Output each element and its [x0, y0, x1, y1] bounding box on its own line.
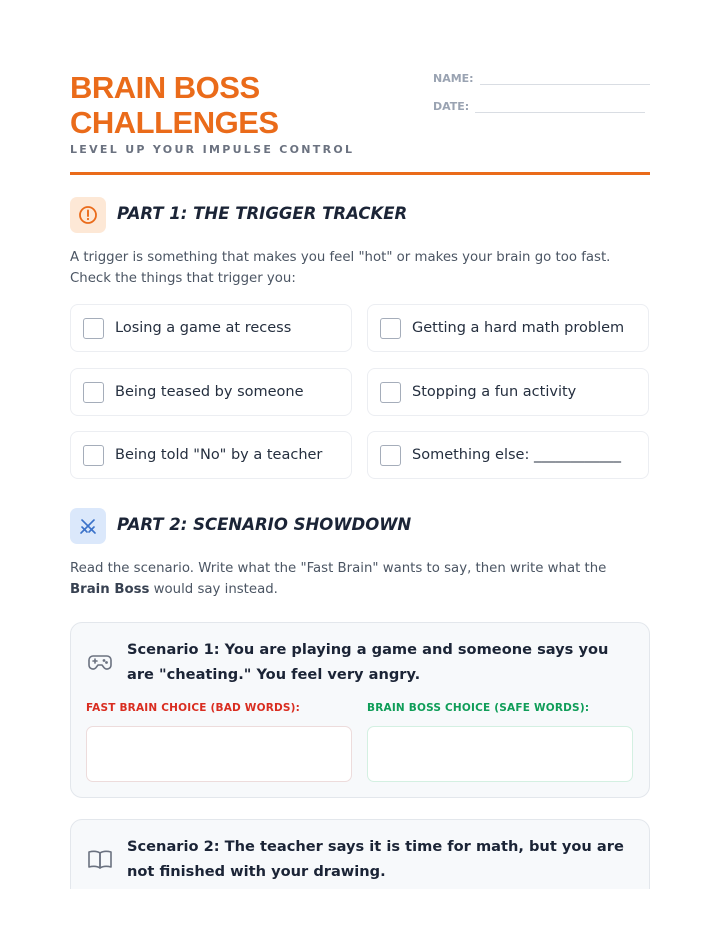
book-icon — [87, 847, 113, 873]
trigger-label: Getting a hard math problem — [412, 320, 625, 336]
trigger-option[interactable] — [70, 431, 352, 479]
trigger-label: Being told "No" by a teacher — [115, 447, 323, 463]
trigger-label: Losing a game at recess — [115, 320, 292, 336]
brain-boss-answer-field[interactable] — [367, 726, 633, 782]
part1-title: PART 1: THE TRIGGER TRACKER — [117, 204, 408, 223]
date-label: DATE: — [433, 100, 470, 113]
instructions-text-start: Read the scenario. Write what the "Fast Brain" wants to say, then write what the — [70, 561, 607, 576]
checkbox[interactable] — [380, 445, 401, 466]
checkbox[interactable] — [83, 382, 104, 403]
fast-brain-label: FAST BRAIN CHOICE (BAD WORDS): — [86, 702, 301, 714]
crossed-swords-icon — [70, 508, 106, 544]
trigger-option[interactable] — [367, 368, 649, 416]
fast-brain-answer-field[interactable] — [86, 726, 352, 782]
brain-boss-label: BRAIN BOSS CHOICE (SAFE WORDS): — [367, 702, 590, 714]
alert-circle-icon — [70, 197, 106, 233]
trigger-option[interactable] — [70, 304, 352, 352]
worksheet-subtitle: LEVEL UP YOUR IMPULSE CONTROL — [70, 143, 355, 156]
date-line[interactable] — [475, 112, 645, 113]
trigger-label: Something else: ____________ — [412, 447, 621, 463]
title-line-2: CHALLENGES — [70, 105, 279, 140]
instructions-text-end: would say instead. — [149, 582, 278, 597]
trigger-option[interactable] — [367, 431, 649, 479]
checkbox[interactable] — [83, 318, 104, 339]
part2-instructions — [70, 558, 650, 600]
trigger-option[interactable] — [367, 304, 649, 352]
page-bottom-margin — [0, 889, 720, 932]
scenario-card — [70, 622, 650, 798]
checkbox[interactable] — [380, 382, 401, 403]
checkbox[interactable] — [380, 318, 401, 339]
instructions-bold: Brain Boss — [70, 582, 150, 597]
header-divider — [70, 172, 650, 175]
scenario-text: Scenario 1: You are playing a game and someone says you are "cheating." You feel very angry. — [127, 641, 609, 683]
worksheet-title — [70, 70, 410, 140]
part1-instructions: A trigger is something that makes you feel "hot" or makes your brain go too fast. Check the things that trigger you: — [70, 250, 611, 286]
trigger-option[interactable] — [70, 368, 352, 416]
checkbox[interactable] — [83, 445, 104, 466]
title-line-1: BRAIN BOSS — [70, 70, 260, 105]
trigger-label: Being teased by someone — [115, 384, 304, 400]
trigger-label: Stopping a fun activity — [412, 384, 577, 400]
name-field[interactable] — [433, 72, 650, 85]
scenario-text: Scenario 2: The teacher says it is time for math, but you are not finished with your drawing. — [127, 838, 624, 880]
name-label: NAME: — [433, 72, 474, 85]
gamepad-icon — [87, 650, 113, 676]
date-field[interactable] — [433, 100, 645, 113]
part2-title: PART 2: SCENARIO SHOWDOWN — [117, 515, 412, 534]
name-line[interactable] — [480, 84, 650, 85]
